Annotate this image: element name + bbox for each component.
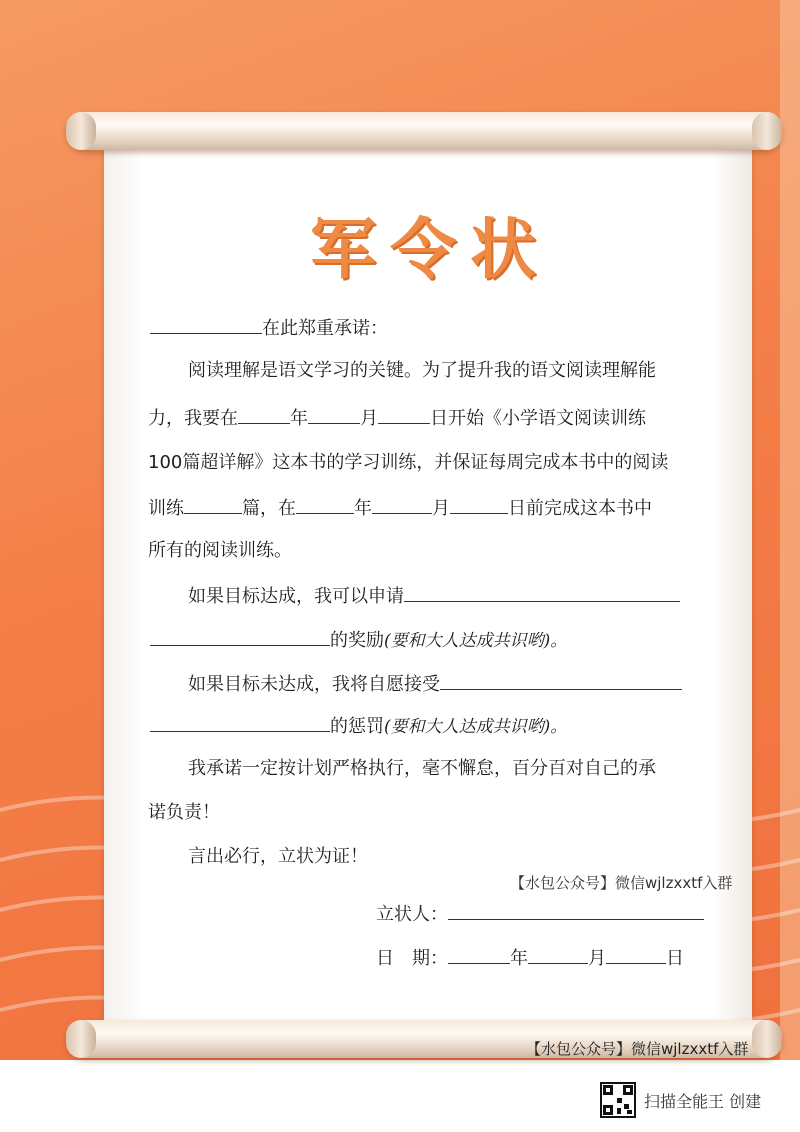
p1-text-d2: 篇，在 [242, 498, 296, 519]
p1-text-d1: 训练 [148, 498, 184, 519]
reward-line-2 [150, 626, 567, 654]
commit-line-2 [148, 800, 220, 826]
watermark-text-bottom: 【水包公众号】微信wjlzxxtf入群 [526, 1040, 749, 1058]
scanner-text: 扫描全能王 创建 [644, 1091, 762, 1111]
reward-blank-2 [150, 626, 330, 646]
weekly-count-blank [184, 494, 242, 514]
penalty-text: 如果目标未达成，我将自愿接受 [188, 674, 440, 695]
watermark-text: 【水包公众号】微信wjlzxxtf入群 [510, 874, 733, 892]
penalty-note: (要和大人达成共识哟)。 [384, 717, 568, 737]
reward-line-1 [188, 582, 680, 610]
start-day-text: 日开始《小学语文阅读训练 [430, 408, 646, 429]
reward-note: (要和大人达成共识哟)。 [384, 631, 568, 651]
start-year-label: 年 [290, 408, 308, 429]
document-title: 军令状 [310, 210, 550, 288]
signer-line [376, 900, 704, 928]
penalty-blank [440, 670, 682, 690]
end-year-label: 年 [354, 498, 372, 519]
commit-line-1 [188, 756, 656, 782]
paragraph-line-5 [148, 538, 292, 564]
penalty-line-1 [188, 670, 682, 698]
scroll-top-roller [66, 112, 782, 150]
start-month-blank [308, 404, 360, 424]
sign-day-label: 日 [666, 948, 684, 969]
p1-text-c: 100篇超详解》这本书的学习训练，并保证每周完成本书中的阅读 [148, 452, 669, 473]
commit-text-b: 诺负责！ [148, 802, 220, 823]
end-month-label: 月 [432, 498, 450, 519]
p1-text-b: 力，我要在 [148, 408, 238, 429]
signer-blank [448, 900, 704, 920]
commit-text-a: 我承诺一定按计划严格执行，毫不懈怠，百分百对自己的承 [188, 758, 656, 779]
reward-text: 如果目标达成，我可以申请 [188, 586, 404, 607]
closing-line [188, 844, 368, 870]
closing-text: 言出必行，立状为证！ [188, 846, 368, 867]
qr-code-icon [600, 1082, 636, 1118]
intro-line [150, 314, 388, 342]
name-blank [150, 314, 262, 334]
p1-text-a: 阅读理解是语文学习的关键。为了提升我的语文阅读理解能 [188, 360, 656, 381]
paragraph-line-3 [148, 450, 668, 476]
start-month-label: 月 [360, 408, 378, 429]
end-year-blank [296, 494, 354, 514]
sign-year-label: 年 [510, 948, 528, 969]
end-day-text: 日前完成这本书中 [508, 498, 652, 519]
signer-label: 立状人： [376, 904, 448, 925]
penalty-line-2 [150, 712, 567, 740]
sign-month-label: 月 [588, 948, 606, 969]
sign-day-blank [606, 944, 666, 964]
paragraph-line-2 [148, 404, 646, 432]
penalty-blank-2 [150, 712, 330, 732]
start-day-blank [378, 404, 430, 424]
start-year-blank [238, 404, 290, 424]
paragraph-line-1 [188, 358, 656, 384]
sign-month-blank [528, 944, 588, 964]
penalty-suffix: 的惩罚 [330, 716, 384, 737]
intro-text: 在此郑重承诺： [262, 318, 388, 339]
p1-text-e: 所有的阅读训练。 [148, 540, 292, 561]
reward-suffix: 的奖励 [330, 630, 384, 651]
sign-year-blank [448, 944, 510, 964]
reward-blank [404, 582, 680, 602]
scanner-footer [600, 1082, 761, 1118]
date-label: 日 期： [376, 948, 448, 969]
paragraph-line-4 [148, 494, 652, 522]
end-day-blank [450, 494, 508, 514]
end-month-blank [372, 494, 432, 514]
date-line [376, 944, 684, 972]
